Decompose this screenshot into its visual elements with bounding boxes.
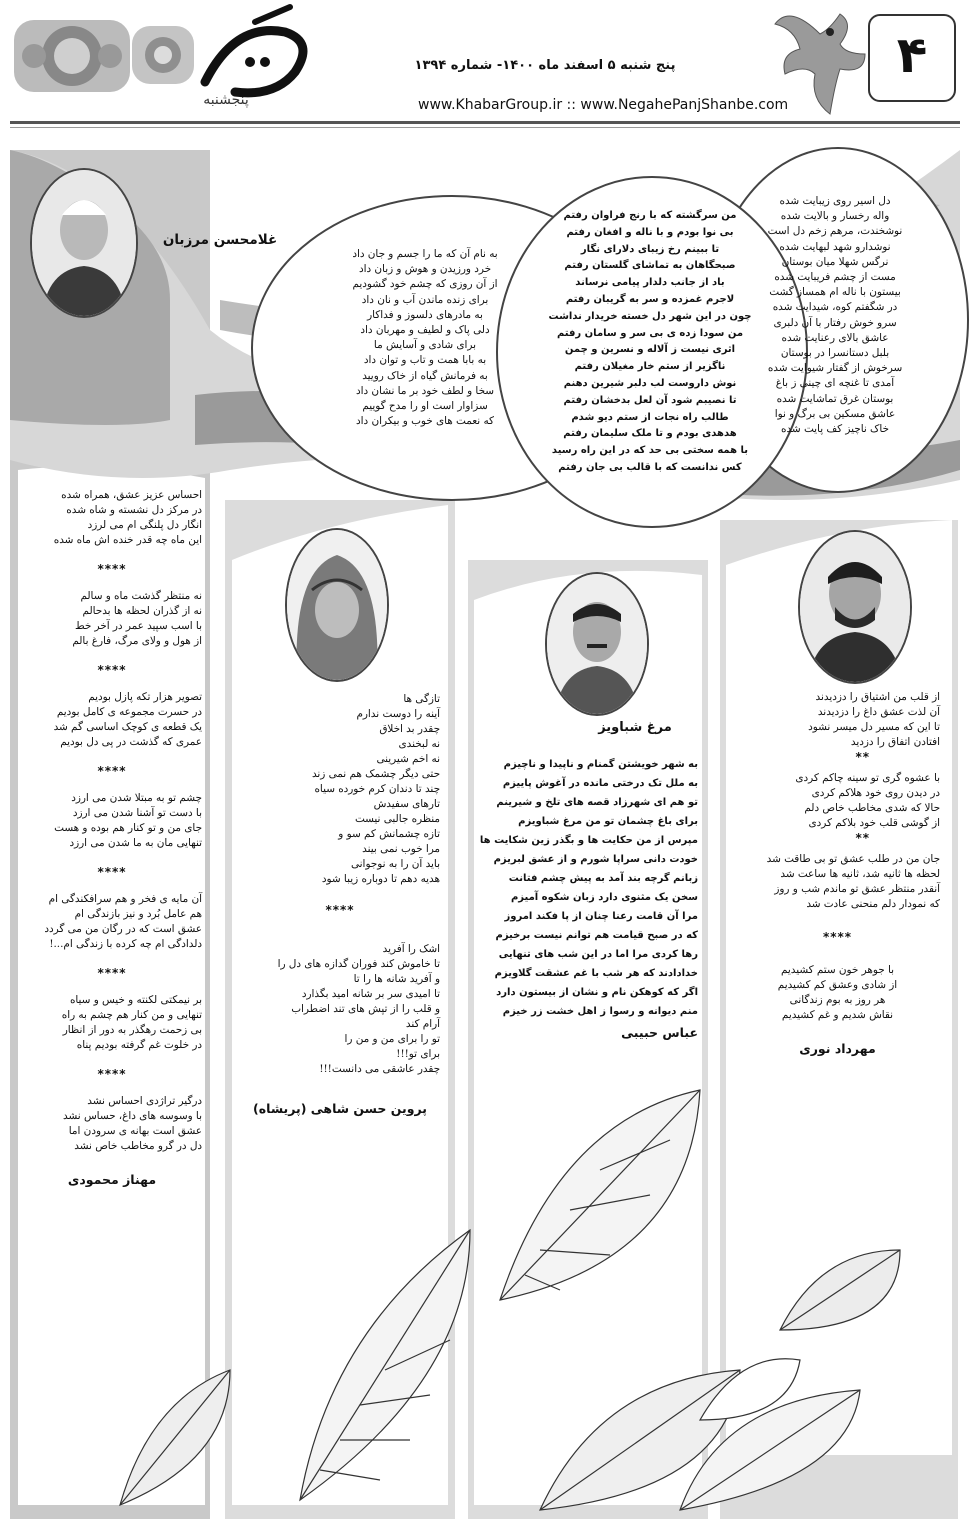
poem-line: افتادن اتفاق را دزدید — [850, 736, 940, 748]
stanza — [22, 488, 202, 548]
poem-line: در شگفتم کوه، شیدایت شده — [772, 301, 898, 314]
poem-line: آرام کند — [405, 1018, 440, 1030]
poem-line: من سودا زده ی بی سر و سامان رفتم — [556, 327, 744, 339]
stanza-separator: **** — [97, 966, 127, 980]
poem-line: به فرمانش گیاه از خاک رویید — [362, 369, 488, 382]
poem-line: حالا که شدی مخاطب خاص دلم — [804, 802, 940, 814]
poem-line: عشق است که در رگان من می گردد — [44, 923, 202, 935]
nouri-photo — [798, 530, 912, 684]
poem-line: باد از جانب دلدار پیامی نرساند — [575, 277, 725, 289]
poem-line: عمری که گذشت در پی دل بودیم — [60, 736, 202, 748]
stanza — [735, 771, 940, 831]
parvin-author: پروین حسن شاهی (پریشاه) — [253, 1101, 427, 1116]
poem-line: باید آن را به نوجوانی — [351, 858, 440, 870]
poem-line: هدیه دهم تا دوباره زیبا شود — [321, 873, 440, 885]
poem-line: زبانم گرچه بند آمد به پیش چشم فتانت — [508, 873, 698, 884]
poem-line: آمدی تا غنچه ای چینی ز باغ — [775, 377, 895, 390]
poem-line: این ماه چه قدر خنده اش ماه شده — [53, 534, 202, 546]
poem-line: لاجرم غمزده و سر به گریبان رفتم — [565, 293, 735, 305]
website-urls: www.KhabarGroup.ir :: www.NegahePanjShanbe.com — [418, 97, 789, 113]
page-number-box — [868, 14, 956, 102]
poem-line: تا ببینم رخ زیبای دلارای نگار — [580, 243, 720, 255]
mahmoudi-column — [22, 488, 202, 1187]
poem-line: و قلب را از تپش های تند اضطراب — [291, 1003, 440, 1015]
poem-line: چند تا دندان کرم خورده سیاه — [314, 783, 440, 795]
poem-line: خاک ناچیز کف پایت شده — [781, 423, 889, 436]
poem-line: دلدادگی ام چه کرده با زندگی ام...! — [49, 938, 202, 950]
stanza-separator: **** — [97, 865, 127, 879]
nouri-column — [735, 690, 940, 1056]
poem-line: که نمودار دلم منحنی عادت شد — [806, 898, 940, 910]
poem-line: خدادادند که هر شب با غم عشقت گلاویزم — [494, 968, 698, 979]
poem-line: برای تو!!! — [396, 1048, 440, 1060]
stanza-separator: **** — [325, 903, 355, 917]
stanza-separator: **** — [822, 930, 853, 944]
masthead-ornament-left — [12, 12, 132, 100]
stanza — [735, 963, 940, 1023]
poem-line: نه منتظر گذشت ماه و سالم — [80, 590, 202, 602]
poem-line: با همه سختی بی حد که در این راه رسید — [551, 445, 749, 457]
poem-line: تازه چشمانش کم سو و — [338, 828, 440, 840]
poem-line: دلی پاک و لطیف و مهربان داد — [360, 324, 490, 337]
poem-line: تو را برای من و من را — [344, 1033, 440, 1045]
poem-line: به بابا همت و تاب و توان داد — [363, 354, 487, 367]
poem-line: با جوهر خون ستم کشیدیم — [780, 964, 895, 976]
marzban-author: غلامحسن مرزبان — [162, 232, 278, 248]
poem-line: هدهدی بودم و تا ملک سلیمان رفتم — [563, 428, 737, 440]
poem-line: تا نصیبم شود آن لعل بدخشان رفتم — [563, 394, 737, 406]
poem-line: من سرگشته که با رنج فراوان رفتم — [563, 210, 737, 221]
stanza-separator: **** — [97, 663, 127, 677]
poem-line: آینه را دوست ندارم — [356, 708, 440, 720]
poem-line: واله رخسار و بالایت شده — [780, 210, 890, 223]
page-number: ۴ — [896, 26, 928, 84]
poem-line: نه اخم شیرینی — [376, 753, 440, 765]
poem-line: آن لذت عشق داغ را دزدیدند — [817, 706, 940, 718]
poem-line: تصویر هزار تکه پازل بودیم — [88, 691, 202, 703]
poem-line: عاشق بالای رعنایت شده — [781, 331, 889, 344]
issue-date-line: پنج شنبه ۵ اسفند ماه ۱۴۰۰- شماره ۱۳۹۴ — [414, 58, 676, 73]
poem-line: مرا آن قامت رعنا چنان از پا فکند امروز — [504, 911, 698, 922]
habibi-author: عباس حبیبی — [621, 1025, 698, 1040]
poem-line: با عشوه گری تو سینه چاکم کردی — [795, 772, 940, 784]
logo-title — [230, 20, 330, 55]
right-top-poem — [735, 194, 935, 437]
poem-line: صبحگاهان به تماشای گلستان رفتم — [564, 260, 736, 272]
poem-line: با دست تو آشنا شدن می ارزد — [72, 807, 202, 819]
poem-line: برای باغ چشمان تو من مرغ شباویزم — [518, 816, 698, 827]
poem-line: به نام آن که ما را جسم و جان داد — [352, 248, 498, 260]
poem-line: آن مایه ی فخر و هم سرافکندگی ام — [48, 893, 202, 905]
poem-line: سخا و لطف خود بر ما نشان داد — [355, 384, 495, 397]
poem-line: نه از گذران لحظه ها بدحالم — [82, 605, 202, 617]
poem-line: تو هم ای شهرزاد قصه های تلخ و شیرینم — [496, 797, 698, 808]
poem-line: که نعمت های خوب و بیکران داد — [356, 415, 494, 428]
poem-line: به ملل تک درختی مانده در آغوش پاییزم — [502, 778, 698, 789]
stanza — [22, 1094, 202, 1154]
poem-line: نوشخندت، مرهم زخم دل است — [767, 225, 903, 238]
poem-line: در مرکز دل نشسته و شاه شده — [66, 504, 202, 516]
poem-line: اثری نیست ز آلاله و نسرین و چمن — [564, 344, 736, 356]
stanza — [22, 589, 202, 649]
poem-line: بوستان غرق تماشایت شده — [776, 392, 894, 405]
parvin-photo — [285, 528, 389, 682]
stanza-separator: **** — [97, 1067, 127, 1081]
poem-line: اشک را آفرید — [382, 943, 440, 955]
poem-line: منظره جالبی نیست — [354, 813, 440, 825]
poem-line: از قلب من اشتیاق را دزدیدند — [815, 691, 940, 703]
poem-line: احساس عزیز عشق، همراه شده — [61, 489, 202, 501]
poem-line: عشق است بهانه ی سرودن اما — [68, 1125, 202, 1137]
poem-line: مست از چشم فریبایت شده — [774, 271, 896, 284]
poem-line: تنهایی مان به ما شدن می ارزد — [69, 837, 202, 849]
poem-line: بی زحمت رهگذر به دور از انظار — [62, 1024, 202, 1036]
poem-line: سزاوار است او را مدح گوییم — [362, 400, 488, 413]
poem-line: تازگی ها — [403, 693, 440, 705]
poem-line: تا این که مسیر دل میسر نشود — [808, 721, 940, 733]
poem-line: آنقدر منتظر عشق تو ماندم شب و روز — [774, 883, 940, 895]
stanza-separator: **** — [97, 764, 127, 778]
poem-line: بی نوا بودم و با ناله و افغان رفتم — [566, 226, 734, 238]
poem-line: و آفرید شانه ها را تا — [353, 973, 440, 985]
poem-line: دل اسیر روی زیبایت شده — [779, 195, 891, 207]
poem-line: از شادی وعشق کم کشیدیم — [777, 979, 898, 991]
poem-line: از آن روزی که چشم خود گشودیم — [352, 278, 498, 291]
poem-line: کس ندانست که با قالب بی جان رفتم — [558, 461, 742, 473]
poem-line: دل در گرو مخاطب خاص نشد — [74, 1140, 202, 1152]
poem-line: اگر که کوهکن نام و نشان از بیستون دارد — [496, 987, 698, 998]
poem-line: خودت دانی سراپا شورم و از عشق لبریزم — [493, 854, 698, 865]
masthead-ornament-right — [128, 20, 198, 90]
poem-line: نقاش شدیم و غم کشیدیم — [781, 1009, 894, 1021]
marzban-photo — [30, 168, 138, 318]
poem-line: مرا خوب نمی بیند — [362, 843, 440, 855]
poem-line: بیستون با ناله ام همساز گشت — [769, 286, 901, 299]
poem-line: در حسرت مجموعه ی کامل بودیم — [56, 706, 202, 718]
poem-line: نوشدارو شهد لبهایت شده — [779, 240, 891, 253]
poem-line: انگار دل پلنگی ام می لرزد — [87, 519, 202, 531]
poem-line: به مادرهای دلسوز و فداکار — [367, 308, 483, 321]
stanza-separator: **** — [97, 562, 127, 576]
poem-line: رها کردی مرا اما در این شب های تنهایی — [498, 949, 698, 960]
poem-line: منم دیوانه و رسوا ز اهل خشت زر خیزم — [502, 1006, 698, 1017]
stanza — [240, 692, 440, 887]
stanza — [735, 852, 940, 912]
poem-line: سخن یک مثنوی دارد زبان شکوه آمیزم — [510, 892, 698, 903]
poem-line: چون در این شهر دل خسته خریدار نداشت — [548, 310, 752, 322]
poem-line: درگیر تراژدی احساس نشد — [87, 1095, 202, 1107]
poem-line: سرخوش از گفتار شیوایت شده — [767, 362, 903, 375]
poem-line: از گوشی قلب خود بلاکم کردی — [808, 817, 940, 829]
poem-line: برای زنده ماندن آب و نان داد — [361, 293, 489, 306]
poem-line: خرد ورزیدن و هوش و زبان داد — [358, 263, 492, 276]
poem-line: چقدر بد اخلاق — [379, 723, 440, 735]
habibi-title: مرغ شباویز — [598, 720, 672, 735]
poem-line: برای شادی و آسایش ما — [373, 339, 477, 352]
parvin-column — [240, 692, 440, 1116]
stanza-separator: ** — [855, 831, 870, 845]
poem-line: طالب راه نجات از ستم دیو شدم — [571, 411, 729, 423]
stanza — [735, 690, 940, 750]
poem-line: که در صبح قیامت هم توانم نیست برخیزم — [495, 930, 698, 941]
poem-line: نه لبخندی — [398, 738, 440, 750]
poem-line: هر روز به بوم زندگانی — [789, 994, 886, 1006]
poem-line: هم عامل بُرد و نیز بازندگی ام — [74, 908, 202, 920]
poem-line: در دیدن روی خود هلاکم کردی — [811, 787, 940, 799]
stanza-separator: ** — [855, 750, 870, 764]
poem-line: تنهایی و من کنار هم چشم به راه — [61, 1009, 202, 1021]
habibi-poem — [478, 755, 698, 1042]
phoenix-ornament — [770, 4, 870, 119]
poem-line: عاشق مسکین بی برگ و نوا — [774, 407, 896, 420]
poem-line: با اسب سپید عمر در آخر خط — [74, 620, 202, 632]
stanza — [22, 993, 202, 1053]
poem-line: تارهای سفیدش — [373, 798, 440, 810]
poem-line: تا خاموش کند فوران گدازه های دل را — [277, 958, 440, 970]
poem-line: بلبل دستانسرا در بوستان — [780, 347, 890, 360]
poem-line: جان من در طلب عشق تو بی طاقت شد — [766, 853, 940, 865]
stanza — [22, 690, 202, 750]
poem-line: مپرس از من حکایت ها و بگذر زین شکایت ها — [479, 835, 698, 846]
poem-line: سرو خوش رفتار با آن دلبری — [773, 316, 897, 329]
poem-line: تا امیدی سر بر شانه امید بگذارد — [301, 988, 440, 1000]
poem-line: بر نیمکتی لکنته و خیس و سیاه — [69, 994, 202, 1006]
poem-line: ناگزیر از ستم خار مغیلان رفتم — [574, 361, 726, 373]
poem-line: با وسوسه های داغ، حساس نشد — [63, 1110, 202, 1122]
poem-line: چشم تو به مبتلا شدن می ارزد — [71, 792, 202, 804]
poem-line: یک قطعه ی کوچک اساسی گم شد — [53, 721, 202, 733]
poem-line: چقدر عاشقی می دانست!!! — [319, 1063, 440, 1075]
poem-line: نوش داروست لب دلبر شیرین دهنم — [563, 377, 737, 389]
poem-line: در خلوت غم گرفته بودیم پناه — [76, 1039, 202, 1051]
nouri-author: مهرداد نوری — [799, 1041, 876, 1056]
poem-line: حتی دیگر چشمک هم نمی زند — [311, 768, 440, 780]
poem-line: به شهر خویشتن گمنام و ناپیدا و ناچیزم — [503, 759, 698, 770]
poem-line: جای من و تو کنار هم بوده و هست — [54, 822, 202, 834]
habibi-photo — [545, 572, 649, 716]
stanza — [22, 791, 202, 851]
poem-line: لحظه ها ثانیه شد، ثانیه ها ساعت شد — [780, 868, 940, 880]
mahmoudi-author: مهناز محمودی — [67, 1172, 157, 1187]
poem-line: از هول و ولای مرگ، فارغ بالم — [72, 635, 202, 647]
logo-subtitle: پنجشنبه — [203, 92, 249, 108]
stanza — [240, 942, 440, 1077]
poem-line: نرگس شهلا میان بوستان — [781, 255, 889, 268]
stanza — [22, 892, 202, 952]
marzban-poem — [300, 247, 550, 429]
